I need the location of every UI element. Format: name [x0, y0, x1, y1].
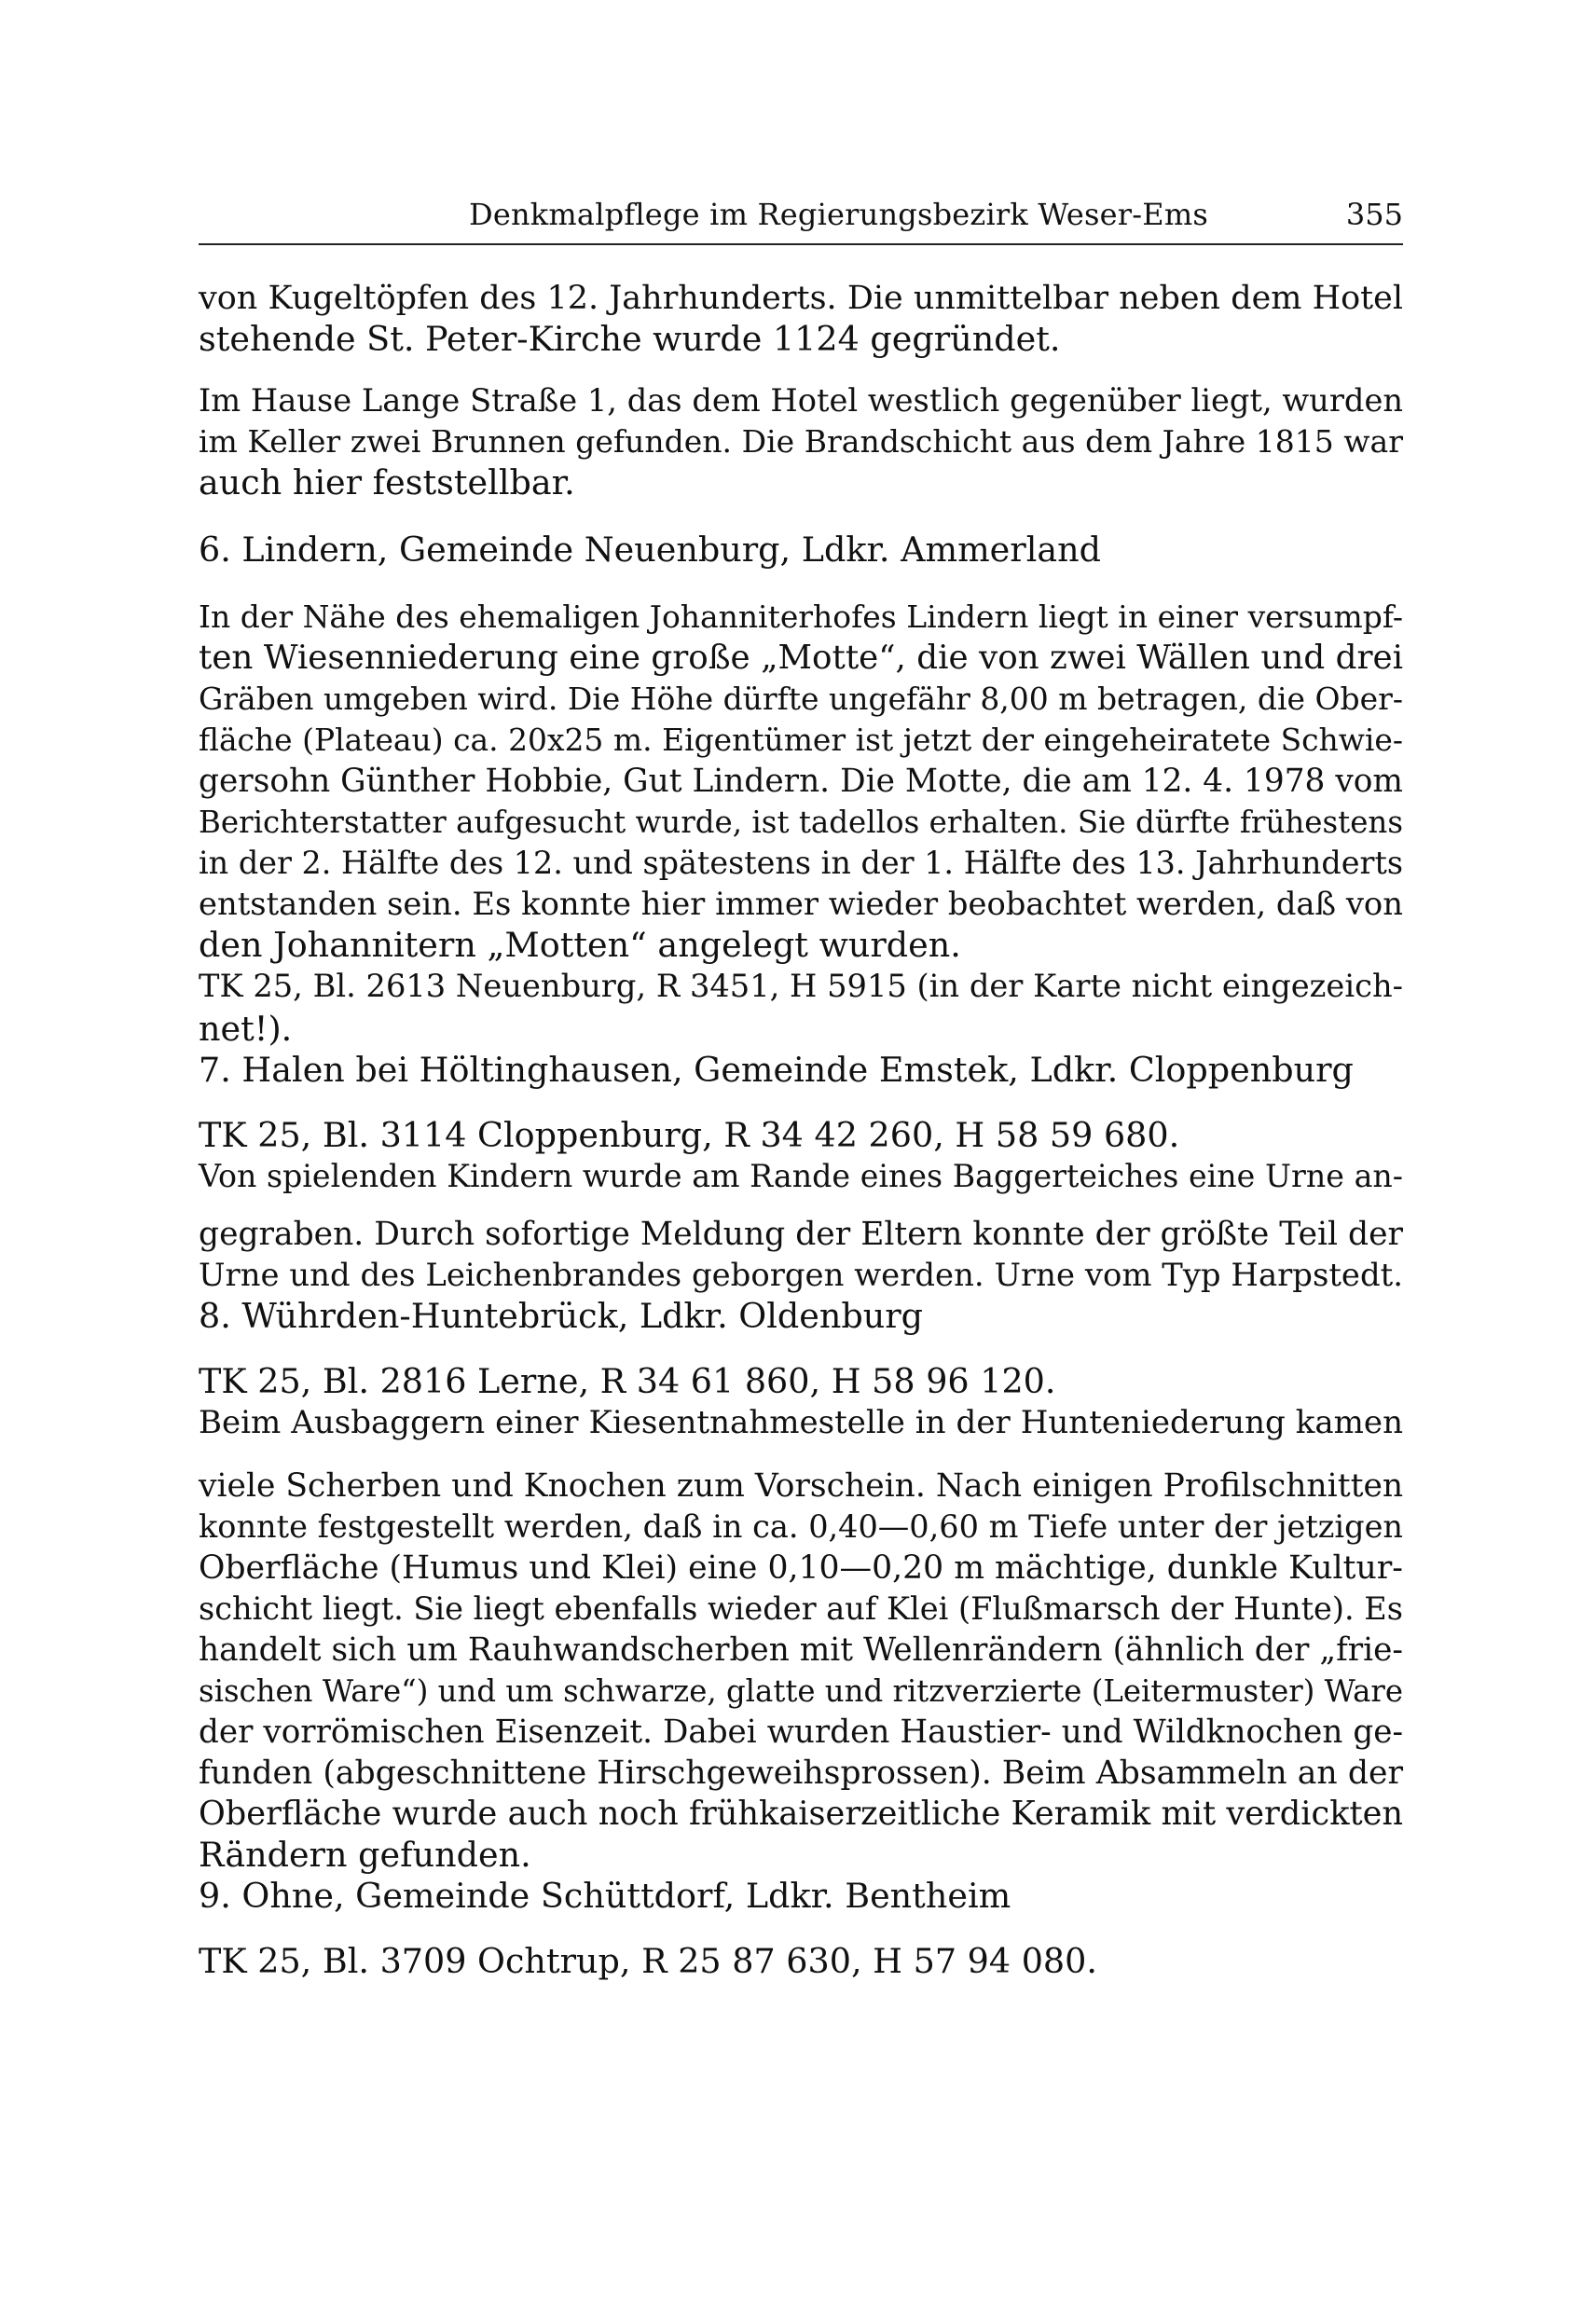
text-line: Oberfläche wurde auch noch frühkaiserzeitliche Keramik mit verdickten: [199, 1795, 1403, 1833]
text-line: Von spielenden Kindern wurde am Rande eines Baggerteiches eine Urne an-: [199, 1158, 1403, 1194]
text-line: von Kugeltöpfen des 12. Jahrhunderts. Die unmittelbar neben dem Hotel: [199, 280, 1403, 317]
text-line: net!).: [199, 1009, 293, 1049]
text-line: gersohn Günther Hobbie, Gut Lindern. Die Motte, die am 12. 4. 1978 vom: [199, 763, 1403, 800]
text-line: Im Hause Lange Straße 1, das dem Hotel westlich gegenüber liegt, wurden: [199, 382, 1403, 419]
text-line: Urne und des Leichenbrandes geborgen werden. Urne vom Typ Harpstedt.: [199, 1257, 1403, 1293]
map-reference: TK 25, Bl. 3709 Ochtrup, R 25 87 630, H 57 94 080.: [199, 1941, 1097, 1981]
text-line: In der Nähe des ehemaligen Johanniterhofes Lindern liegt in einer versumpf-: [199, 599, 1403, 635]
text-line: funden (abgeschnittene Hirschgeweihsprossen). Beim Absammeln an der: [199, 1755, 1403, 1792]
section-heading: 9. Ohne, Gemeinde Schüttdorf, Ldkr. Bentheim: [199, 1876, 1011, 1916]
text-line: stehende St. Peter-Kirche wurde 1124 gegründet.: [199, 319, 1061, 359]
text-line: Gräben umgeben wird. Die Höhe dürfte ungefähr 8,00 m betragen, die Ober-: [199, 681, 1403, 717]
text-line: den Johannitern „Motten“ angelegt wurden.: [199, 925, 961, 965]
text-line: gegraben. Durch sofortige Meldung der Eltern konnte der größte Teil der: [199, 1216, 1403, 1253]
text-line: Berichterstatter aufgesucht wurde, ist tadellos erhalten. Sie dürfte frühestens: [199, 805, 1403, 840]
map-reference: TK 25, Bl. 2816 Lerne, R 34 61 860, H 58 96 120.: [199, 1361, 1056, 1401]
section-heading: 7. Halen bei Höltinghausen, Gemeinde Emstek, Ldkr. Cloppenburg: [199, 1050, 1354, 1090]
text-line: fläche (Plateau) ca. 20x25 m. Eigentümer ist jetzt der eingeheiratete Schwie-: [199, 722, 1403, 758]
text-line: Oberfläche (Humus und Klei) eine 0,10—0,20 m mächtige, dunkle Kultur-: [199, 1549, 1403, 1587]
section-heading: 8. Wührden-Huntebrück, Ldkr. Oldenburg: [199, 1296, 924, 1336]
text-line: in der 2. Hälfte des 12. und spätestens in der 1. Hälfte des 13. Jahrhunderts: [199, 845, 1403, 881]
text-line: entstanden sein. Es konnte hier immer wieder beobachtet werden, daß von: [199, 886, 1403, 922]
running-title: Denkmalpflege im Regierungsbezirk Weser-Ems: [469, 197, 1208, 232]
text-line: Rändern gefunden.: [199, 1835, 531, 1875]
map-reference: TK 25, Bl. 3114 Cloppenburg, R 34 42 260, H 58 59 680.: [199, 1115, 1180, 1155]
text-line: ten Wiesenniederung eine große „Motte“, die von zwei Wällen und drei: [199, 639, 1403, 677]
section-heading: 6. Lindern, Gemeinde Neuenburg, Ldkr. Ammerland: [199, 530, 1102, 570]
text-line: Beim Ausbaggern einer Kiesentnahmestelle in der Hunteniederung kamen: [199, 1404, 1403, 1441]
page-number: 355: [1345, 197, 1403, 232]
text-line: handelt sich um Rauhwandscherben mit Wellenrändern (ähnlich der „frie-: [199, 1631, 1403, 1669]
text-line: konnte festgestellt werden, daß in ca. 0,40—0,60 m Tiefe unter der jetzigen: [199, 1508, 1403, 1545]
text-line: der vorrömischen Eisenzeit. Dabei wurden Haustier- und Wildknochen ge-: [199, 1713, 1403, 1751]
text-line: sischen Ware“) und um schwarze, glatte und ritzverzierte (Leitermuster) Ware: [199, 1673, 1403, 1709]
text-line: schicht liegt. Sie liegt ebenfalls wieder auf Klei (Flußmarsch der Hunte). Es: [199, 1590, 1403, 1627]
body-text: [199, 0, 1403, 2312]
text-line: auch hier feststellbar.: [199, 462, 575, 502]
text-line: viele Scherben und Knochen zum Vorschein. Nach einigen Profilschnitten: [199, 1467, 1404, 1505]
text-line: TK 25, Bl. 2613 Neuenburg, R 3451, H 5915 (in der Karte nicht eingezeich-: [199, 968, 1403, 1004]
text-line: im Keller zwei Brunnen gefunden. Die Brandschicht aus dem Jahre 1815 war: [199, 423, 1403, 460]
